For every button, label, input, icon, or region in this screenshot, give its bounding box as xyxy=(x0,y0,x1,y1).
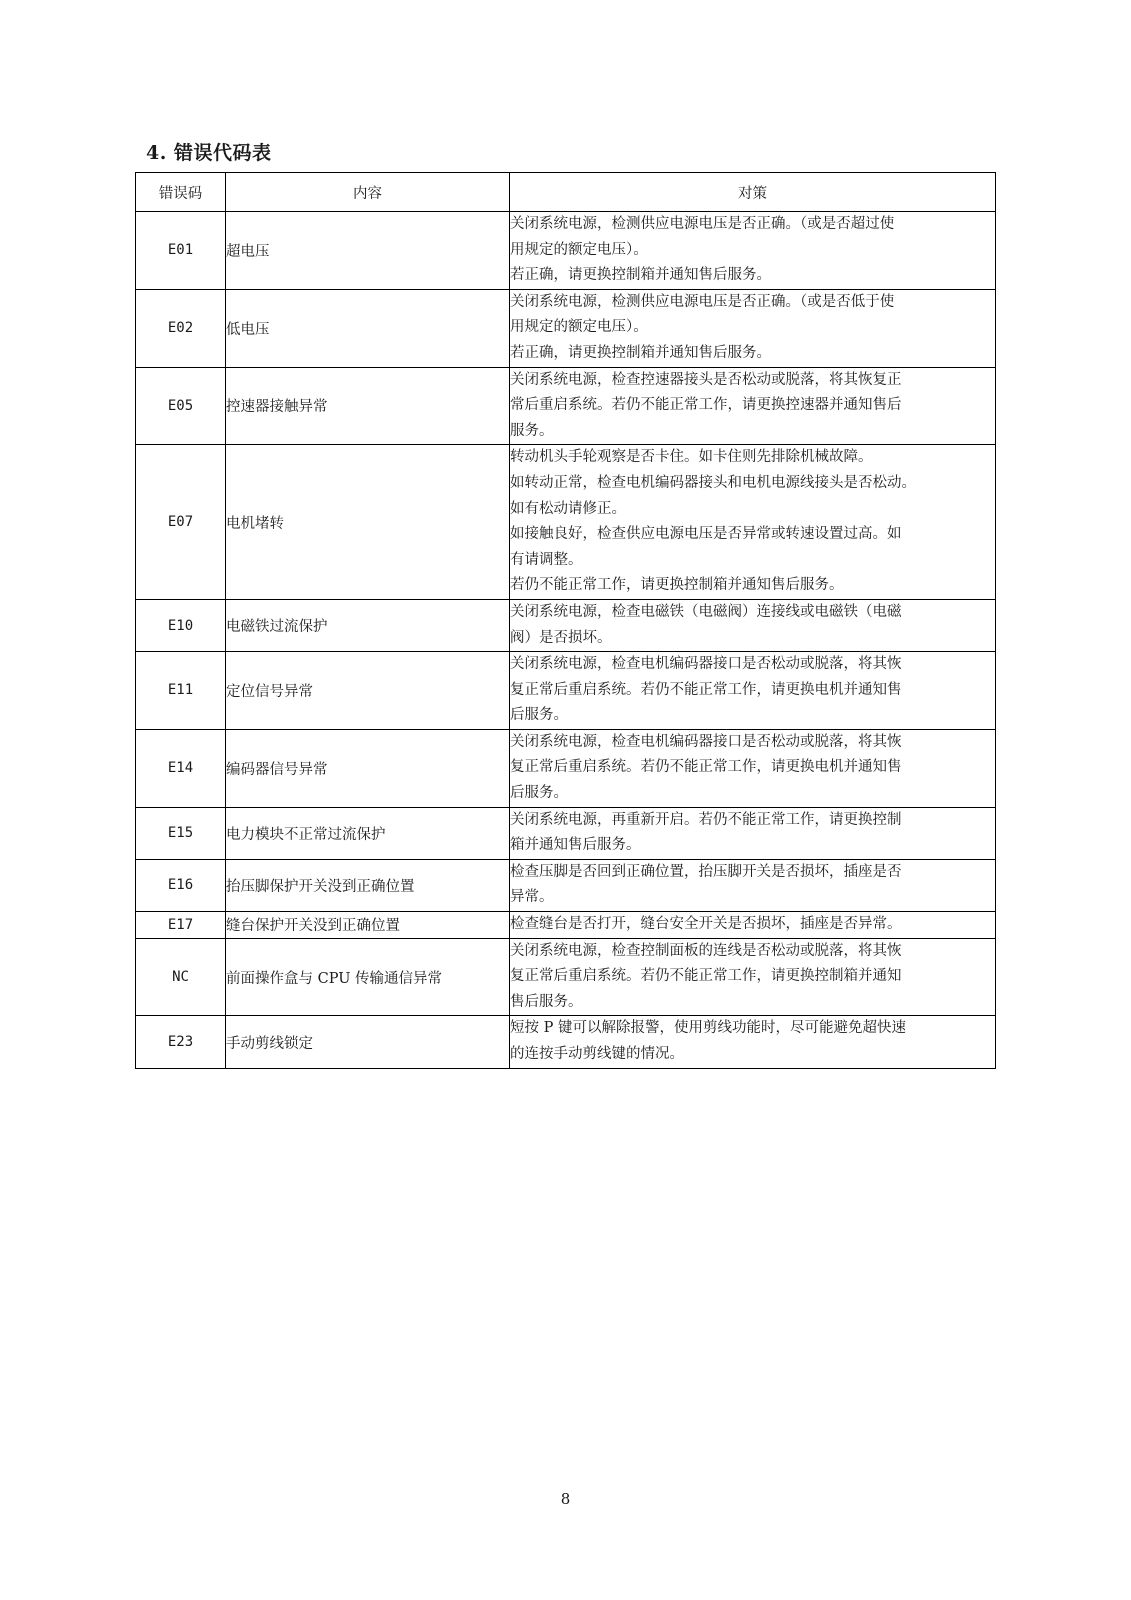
action-line: 如有松动请修正。 xyxy=(510,500,626,517)
error-action-cell xyxy=(510,1016,996,1068)
header-content: 内容 xyxy=(226,173,510,212)
error-action-cell xyxy=(510,729,996,807)
error-code-cell: E02 xyxy=(136,289,226,367)
action-line: 关闭系统电源，检测供应电源电压是否正确。（或是否超过使 xyxy=(510,216,895,232)
action-line: 关闭系统电源，检查控制面板的连线是否松动或脱落，将其恢 xyxy=(510,942,902,959)
error-content-cell: 控速器接触异常 xyxy=(226,367,510,445)
action-line: 箱并通知售后服务。 xyxy=(510,837,641,854)
error-action-cell xyxy=(510,859,996,911)
error-code-cell: E15 xyxy=(136,807,226,859)
error-code-cell: E23 xyxy=(136,1016,226,1068)
table-row xyxy=(136,729,996,807)
error-content-cell: 缝台保护开关没到正确位置 xyxy=(226,912,510,939)
error-code-table xyxy=(135,172,996,1069)
action-line: 短按 P 键可以解除报警，使用剪线功能时，尽可能避免超快速 xyxy=(510,1020,906,1037)
action-line: 关闭系统电源，检查电机编码器接口是否松动或脱落，将其恢 xyxy=(510,656,902,673)
header-code: 错误码 xyxy=(136,173,226,212)
action-line: 关闭系统电源，再重新开启。若仍不能正常工作，请更换控制 xyxy=(510,811,902,828)
error-content-cell: 编码器信号异常 xyxy=(226,729,510,807)
action-line: 复正常后重启系统。若仍不能正常工作，请更换电机并通知售 xyxy=(510,681,902,698)
error-content-cell: 定位信号异常 xyxy=(226,652,510,730)
table-row xyxy=(136,599,996,651)
table-body xyxy=(136,212,996,1069)
action-line: 有请调整。 xyxy=(510,551,583,568)
action-line: 复正常后重启系统。若仍不能正常工作，请更换电机并通知售 xyxy=(510,759,902,776)
table-header-row xyxy=(136,173,996,212)
action-line: 检查压脚是否回到正确位置，抬压脚开关是否损坏，插座是否 xyxy=(510,863,902,880)
error-action-cell xyxy=(510,652,996,730)
action-line: 关闭系统电源，检测供应电源电压是否正确。（或是否低于使 xyxy=(510,293,895,310)
error-action-cell xyxy=(510,938,996,1016)
error-code-cell: E05 xyxy=(136,367,226,445)
error-code-cell: E11 xyxy=(136,652,226,730)
action-line: 若仍不能正常工作，请更换控制箱并通知售后服务。 xyxy=(510,577,844,594)
action-line: 若正确，请更换控制箱并通知售后服务。 xyxy=(510,267,771,284)
header-action: 对策 xyxy=(510,173,996,212)
action-line: 若正确，请更换控制箱并通知售后服务。 xyxy=(510,344,771,361)
action-line: 用规定的额定电压）。 xyxy=(510,319,648,336)
action-line: 阀）是否损坏。 xyxy=(510,629,612,646)
error-content-cell: 低电压 xyxy=(226,289,510,367)
error-content-cell: 电力模块不正常过流保护 xyxy=(226,807,510,859)
error-code-cell: NC xyxy=(136,938,226,1016)
error-action-cell xyxy=(510,289,996,367)
action-line: 如转动正常，检查电机编码器接头和电机电源线接头是否松动。 xyxy=(510,474,916,491)
table-row xyxy=(136,1016,996,1068)
table-row xyxy=(136,289,996,367)
error-content-cell: 电磁铁过流保护 xyxy=(226,599,510,651)
error-action-cell xyxy=(510,599,996,651)
table-row xyxy=(136,912,996,939)
error-action-cell xyxy=(510,367,996,445)
error-code-cell: E16 xyxy=(136,859,226,911)
table-row xyxy=(136,652,996,730)
action-line: 售后服务。 xyxy=(510,993,583,1010)
action-line: 后服务。 xyxy=(510,785,568,802)
error-code-cell: E01 xyxy=(136,212,226,290)
action-line: 服务。 xyxy=(510,422,554,439)
error-code-cell: E17 xyxy=(136,912,226,939)
table-row xyxy=(136,367,996,445)
action-line: 关闭系统电源，检查电机编码器接口是否松动或脱落，将其恢 xyxy=(510,733,902,750)
action-line: 检查缝台是否打开，缝台安全开关是否损坏，插座是否异常。 xyxy=(510,916,902,933)
error-content-cell: 超电压 xyxy=(226,212,510,290)
table-row xyxy=(136,938,996,1016)
error-code-cell: E07 xyxy=(136,445,226,600)
action-line: 关闭系统电源，检查控速器接头是否松动或脱落，将其恢复正 xyxy=(510,371,902,388)
action-line: 关闭系统电源，检查电磁铁（电磁阀）连接线或电磁铁（电磁 xyxy=(510,603,902,620)
action-line: 如接触良好，检查供应电源电压是否异常或转速设置过高。如 xyxy=(510,526,902,543)
section-title: 4. 错误代码表 xyxy=(146,142,272,164)
action-line: 转动机头手轮观察是否卡住。如卡住则先排除机械故障。 xyxy=(510,449,873,466)
table-row xyxy=(136,807,996,859)
action-line: 后服务。 xyxy=(510,707,568,724)
action-line: 复正常后重启系统。若仍不能正常工作，请更换控制箱并通知 xyxy=(510,968,902,985)
table-row xyxy=(136,859,996,911)
action-line: 常后重启系统。若仍不能正常工作，请更换控速器并通知售后 xyxy=(510,397,902,414)
action-line: 的连按手动剪线键的情况。 xyxy=(510,1046,684,1062)
error-content-cell: 电机堵转 xyxy=(226,445,510,600)
table-row xyxy=(136,445,996,600)
table-row xyxy=(136,212,996,290)
error-content-cell: 前面操作盒与 CPU 传输通信异常 xyxy=(226,938,510,1016)
action-line: 用规定的额定电压）。 xyxy=(510,241,648,258)
error-action-cell xyxy=(510,445,996,600)
error-action-cell xyxy=(510,807,996,859)
error-content-cell: 抬压脚保护开关没到正确位置 xyxy=(226,859,510,911)
error-action-cell xyxy=(510,212,996,290)
error-code-cell: E14 xyxy=(136,729,226,807)
error-content-cell: 手动剪线锁定 xyxy=(226,1016,510,1068)
page-number: 8 xyxy=(560,1490,571,1508)
action-line: 异常。 xyxy=(510,889,554,906)
error-code-cell: E10 xyxy=(136,599,226,651)
error-action-cell xyxy=(510,912,996,939)
